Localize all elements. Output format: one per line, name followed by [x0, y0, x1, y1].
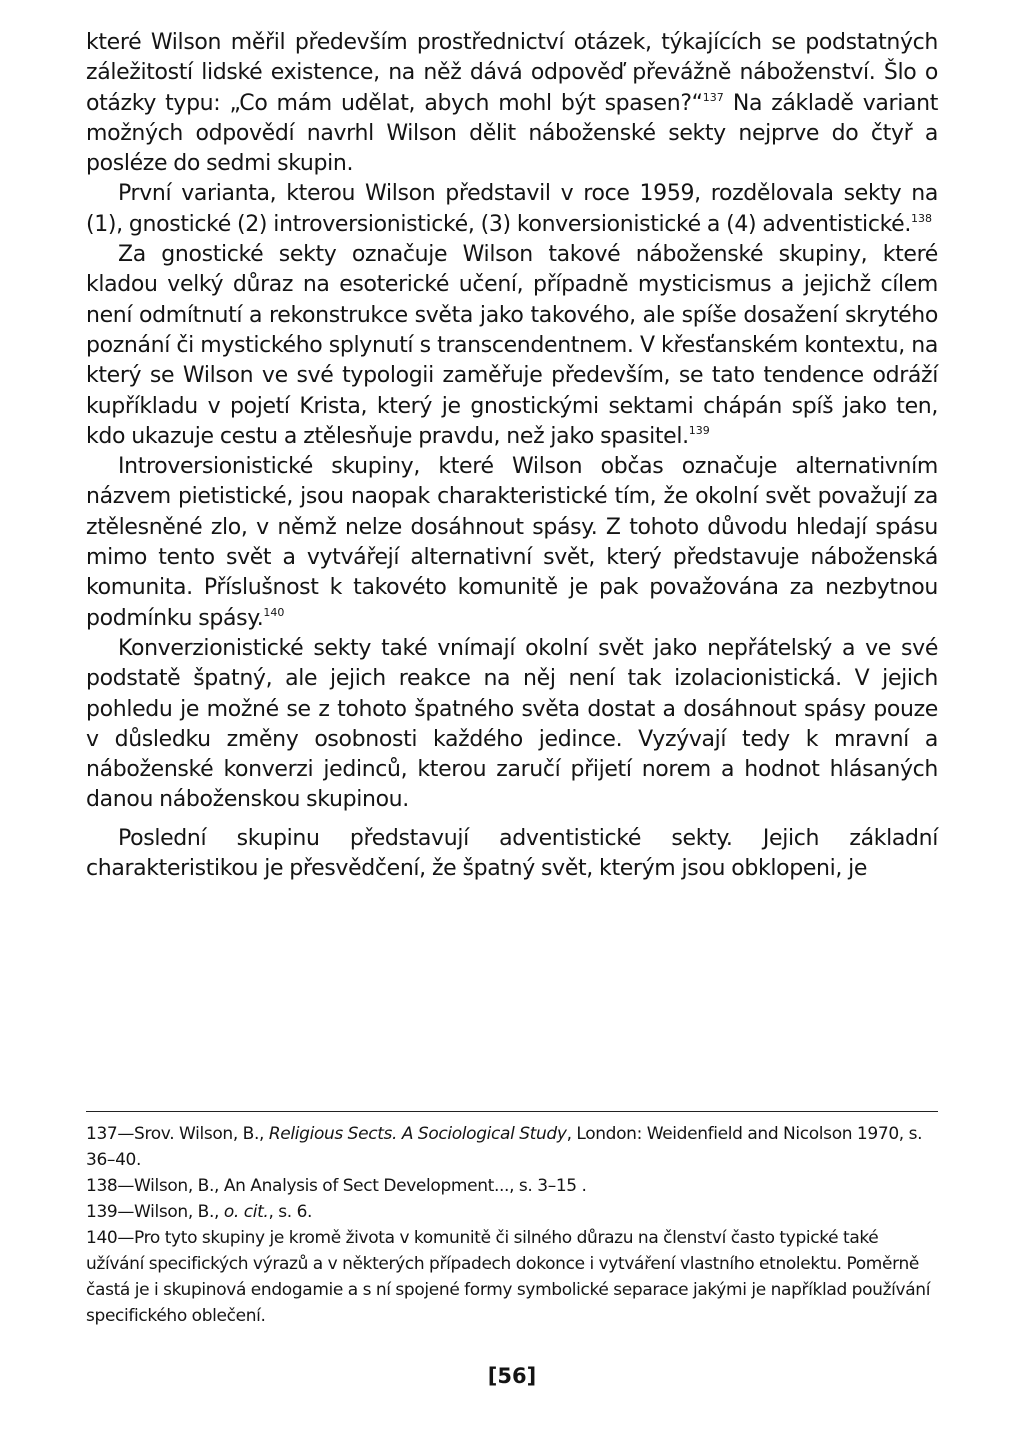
- footnote-139-lead: 139—Wilson, B.,: [86, 1202, 224, 1222]
- footnote-ref-137: 137: [702, 90, 724, 104]
- main-text: [86, 28, 938, 884]
- footnotes: [86, 1121, 938, 1329]
- page-number: [56]: [487, 1364, 537, 1388]
- footnote-139: [86, 1199, 938, 1225]
- footnote-139-cit: o. cit.: [223, 1202, 269, 1222]
- footnote-138: 138—Wilson, B., An Analysis of Sect Development..., s. 3–15 .: [86, 1176, 587, 1196]
- footnote-137-lead: 137—Srov. Wilson, B.,: [86, 1124, 269, 1144]
- paragraph-6-text: Poslední skupinu představují adventistické sekty. Jejich základní charakteristikou je přesvědčení, že špatný svět, kterým jsou obklopeni, je: [86, 825, 938, 882]
- paragraph-3: [86, 240, 938, 452]
- paragraph-2: [86, 179, 938, 240]
- footnote-137-tail: , London: Weidenfield and Nicolson 1970, s. 36–40.: [86, 1124, 923, 1170]
- footnote-ref-139: 139: [688, 423, 710, 437]
- paragraph-1-text: které Wilson měřil především prostřednictví otázek, týkajících se podstatných záležitostí lidské existence, na něž dává odpověď převážně náboženství. Šlo o otázky typu: „Co mám udělat, abych mohl být spasen?“: [86, 30, 938, 116]
- footnote-separator: [86, 1111, 938, 1112]
- paragraph-3-text: Za gnostické sekty označuje Wilson takové náboženské skupiny, které kladou velký důraz na esoterické učení, případně mysticismus a jejichž cílem není odmítnutí a rekonstrukce světa jako takového, ale spíše dosažení skrytého poznání či mystického splynutí s transcendentnem. V křesťanském kontextu, na který se Wilson ve své typologii zaměřuje především, se tato tendence odráží kupříkladu v pojetí Krista, který je gnostickými sektami chápán spíš jako ten, kdo ukazuje cestu a ztělesňuje pravdu, než jako spasitel.: [86, 242, 938, 449]
- paragraph-1-tail: Na základě variant možných odpovědí navrhl Wilson dělit náboženské sekty nejprve do čtyř a posléze do sedmi skupin.: [86, 90, 939, 177]
- paragraph-6: [86, 824, 938, 885]
- footnote-139-tail: , s. 6.: [268, 1202, 313, 1222]
- paragraph-1: [86, 28, 938, 179]
- footnote-140: 140—Pro tyto skupiny je kromě života v komunitě či silného důrazu na členství často typické také užívání specifických výrazů a v některých případech dokonce i vytváření vlastního etnolektu. Poměrně častá je i skupinová endogamie a s ní spojené formy symbolické separace jakými je například používání specifického oblečení.: [86, 1228, 931, 1326]
- paragraph-5: [86, 634, 938, 816]
- paragraph-5-text: Konverzionistické sekty také vnímají okolní svět jako nepřátelský a ve své podstatě špatný, ale jejich reakce na něj není tak izolacionistická. V jejich pohledu je možné se z tohoto špatného světa dostat a dosáhnout spásy pouze v důsledku změny osobnosti každého jedince. Vyzývají tedy k mravní a náboženské konverzi jedinců, kterou zaručí přijetí norem a hodnot hlásaných danou náboženskou skupinou.: [86, 635, 938, 813]
- paragraph-4-text: Introversionistické skupiny, které Wilson občas označuje alternativním názvem pietistické, jsou naopak charakteristické tím, že okolní svět považují za ztělesněné zlo, v němž nelze dosáhnout spásy. Z tohoto důvodu hledají spásu mimo tento svět a vytvářejí alternativní svět, který představuje náboženská komunita. Příslušnost k takovéto komunitě je pak považována za nezbytnou podmínku spásy.: [86, 454, 938, 631]
- footnote-ref-140: 140: [263, 605, 285, 619]
- footnote-137-title: Religious Sects. A Sociological Study: [268, 1124, 567, 1144]
- footnote-ref-138: 138: [911, 211, 932, 225]
- paragraph-4: [86, 452, 938, 634]
- paragraph-2-text: První varianta, kterou Wilson představil v roce 1959, rozdělovala sekty na (1), gnostické (2) introversionistické, (3) konversionistické a (4) adventistické.: [86, 181, 938, 237]
- footnote-137: [86, 1121, 938, 1173]
